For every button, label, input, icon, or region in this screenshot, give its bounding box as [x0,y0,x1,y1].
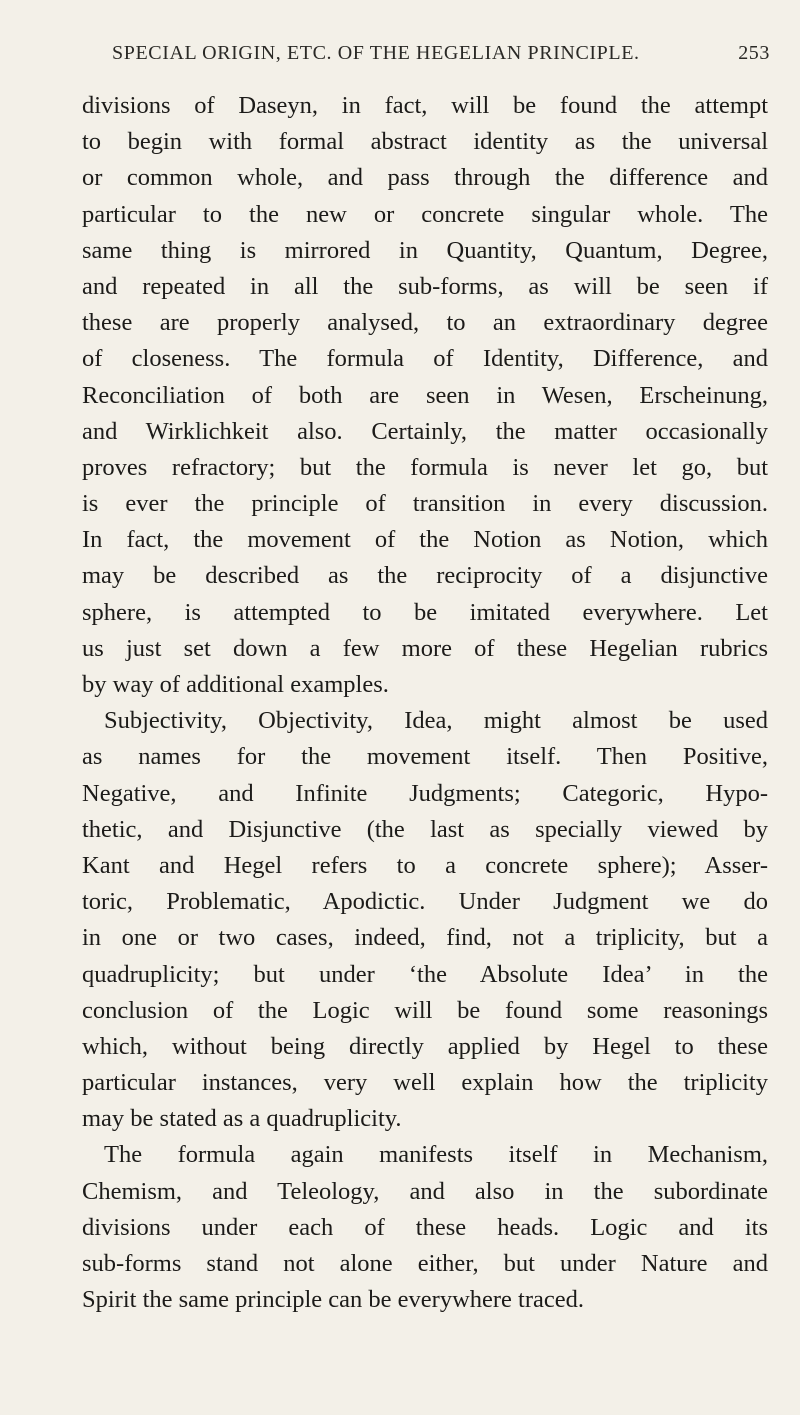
text-line: to begin with formal abstract identity as the universal [82,128,768,156]
text-line: toric, Problematic, Apodictic. Under Judgment we do [82,888,768,916]
text-line: thetic, and Disjunctive (the last as specially viewed by [82,815,768,843]
text-line: particular to the new or concrete singular whole. The [82,200,768,228]
text-line: Negative, and Infinite Judgments; Categoric, Hypo- [82,779,768,807]
text-line: divisions of Daseyn, in fact, will be found the attempt [82,92,768,119]
text-line: sphere, is attempted to be imitated everywhere. Let [82,598,768,626]
paragraph-start-line: Subjectivity, Objectivity, Idea, might almost be used [104,707,768,735]
text-line: same thing is mirrored in Quantity, Quantum, Degree, [82,236,768,264]
text-line: by way of additional examples. [82,671,389,698]
text-line: in one or two cases, indeed, find, not a triplicity, but a [82,924,768,952]
text-line: may be stated as a quadruplicity. [82,1105,402,1133]
text-line: us just set down a few more of these Hegelian rubrics [82,634,768,662]
text-line: Reconciliation of both are seen in Wesen, Erscheinung, [82,381,768,409]
text-line: conclusion of the Logic will be found some reasonings [82,996,768,1024]
running-head [112,42,770,70]
text-line: proves refractory; but the formula is never let go, but [82,453,768,481]
text-line: or common whole, and pass through the difference and [82,164,768,192]
text-line: as names for the movement itself. Then Positive, [82,743,768,771]
text-line: these are properly analysed, to an extraordinary degree [82,309,768,337]
text-line: and Wirklichkeit also. Certainly, the matter occasionally [82,417,768,445]
text-line: Spirit the same principle can be everywhere traced. [82,1286,585,1314]
text-line: quadruplicity; but under ‘the Absolute Idea’ in the [82,960,768,988]
text-line: divisions under each of these heads. Logic and its [82,1213,768,1241]
body-text [82,88,768,1318]
paragraph-start-line: The formula again manifests itself in Mechanism, [104,1141,768,1169]
running-head-title: SPECIAL ORIGIN, ETC. OF THE HEGELIAN PRINCIPLE. [112,42,640,64]
text-line: of closeness. The formula of Identity, Difference, and [82,345,768,373]
text-line: In fact, the movement of the Notion as Notion, which [82,526,768,554]
text-line: particular instances, very well explain how the triplicity [82,1069,768,1097]
text-line: and repeated in all the sub-forms, as will be seen if [82,272,768,300]
text-line: sub-forms stand not alone either, but under Nature and [82,1250,768,1277]
text-line: is ever the principle of transition in every discussion. [82,490,768,518]
page-number: 253 [738,42,770,64]
text-line: Kant and Hegel refers to a concrete sphere); Asser- [82,851,768,879]
text-line: may be described as the reciprocity of a disjunctive [82,562,768,590]
text-line: Chemism, and Teleology, and also in the subordinate [82,1177,768,1205]
text-line: which, without being directly applied by Hegel to these [82,1032,768,1060]
